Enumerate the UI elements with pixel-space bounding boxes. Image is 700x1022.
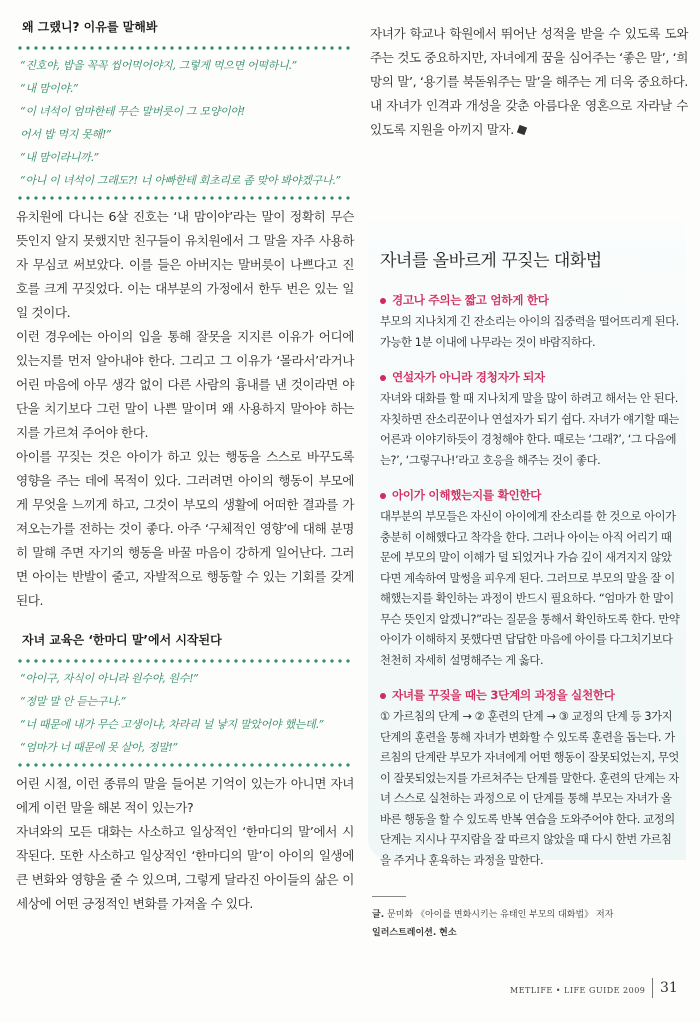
quote-block-2 — [20, 670, 354, 755]
quote-line: “아이구, 자식이 아니라 원수야, 원수!” — [20, 672, 199, 685]
quote-line: “엄마가 너 때문에 못 살아, 정말!” — [20, 741, 178, 754]
quote-line: “너 때문에 내가 무슨 고생이냐, 차라리 널 낳지 말았어야 했는데.” — [20, 718, 324, 731]
dotted-divider — [16, 195, 354, 201]
bullet-icon — [380, 493, 386, 499]
quote-line: “이 녀석이 엄마한테 무슨 말버릇이 그 모양이야! — [20, 105, 245, 118]
page-number: 31 — [660, 980, 678, 996]
section2-body — [16, 772, 354, 916]
paragraph: 아이를 꾸짖는 것은 아이가 하고 있는 행동을 스스로 바꾸도록 영향을 주는 데에 목적이 있다. 그러려면 아이의 행동이 부모에게 무엇을 느끼게 하고, 그것이 부모의 생활에 어떠한 결과를 가져오는가를 전하는 것이 좋다. 아주 ‘구체적인 영향’에 대해 분명히 말해 주면 자기의 행동을 바꿀 마음이 강하게 일어난다. 그러면 아이는 반발이 줄고, 자발적으로 행동할 수 있는 기회를 갖게 된다. — [16, 449, 354, 608]
tip-item — [380, 369, 680, 471]
tip-item — [380, 687, 680, 871]
tip-item — [380, 292, 680, 353]
quote-line: “아니 이 녀석이 그래도?! 너 아빠한테 회초리로 좀 맞아 봐야겠구나.” — [20, 174, 341, 187]
tips-list — [380, 292, 680, 887]
tip-title: 자녀를 꾸짖을 때는 3단계의 과정을 실천한다 — [392, 688, 615, 702]
dotted-divider — [16, 45, 354, 51]
quote-line: 어서 밥 먹지 못해!” — [20, 128, 112, 141]
paragraph: 자녀와의 모든 대화는 사소하고 일상적인 ‘한마디의 말’에서 시작된다. 또한 사소하고 일상적인 ‘한마디의 말’이 아이의 일생에 큰 변화와 영향을 줄 수 있으며, 그렇게 달라진 아이들의 삶은 이 세상에 어떤 긍정적인 변화를 가져올 수 있다. — [16, 824, 354, 911]
magazine-footer: METLIFE • LIFE GUIDE 2009 — [510, 986, 646, 995]
paragraph: 이런 경우에는 아이의 입을 통해 잘못을 지지른 이유가 어디에 있는지를 먼저 알아내야 한다. 그리고 그 이유가 ‘몰라서’라거나 어린 마음에 아무 생각 없이 다른 사람의 흉내를 낸 것이라면 야단을 치기보다 그런 말이 나쁜 말이며 왜 사용하지 말아야 하는지를 가르쳐 주어야 한다. — [16, 329, 354, 440]
tip-title: 경고나 주의는 짧고 엄하게 한다 — [392, 293, 549, 307]
section-heading-one-word: 자녀 교육은 ‘한마디 말’에서 시작된다 — [22, 633, 222, 647]
quote-line: “진호야, 밥을 꼭꼭 씹어먹어야지, 그렇게 먹으면 어떡하니.” — [20, 59, 297, 72]
section-heading-why: 왜 그랬니? 이유를 말해봐 — [22, 20, 158, 34]
left-column — [16, 18, 354, 916]
tip-title: 아이가 이해했는지를 확인한다 — [392, 488, 542, 502]
bullet-icon — [380, 298, 386, 304]
intro-paragraph: 자녀가 학교나 학원에서 뛰어난 성적을 받을 수 있도록 도와주는 것도 중요하지만, 자녀에게 꿈을 심어주는 ‘좋은 말’, ‘희망의 말’, ‘용기를 북돋워주는 말’을 해주는 게 더욱 중요하다. 내 자녀가 인격과 개성을 갖춘 아름다운 영혼으로 자라날 수 있도록 지원을 아끼지 말자. — [370, 26, 688, 137]
paragraph: 유치원에 다니는 6살 진호는 ‘내 맘이야’라는 말이 정확히 무슨 뜻인지 알지 못했지만 친구들이 유치원에서 그 말을 자주 사용하자 무심코 써보았다. 이를 들은 아버지는 말버릇이 나쁘다고 진호를 크게 꾸짖었다. 이는 대부분의 가정에서 한두 번은 있는 일일 것이다. — [16, 209, 354, 320]
dotted-divider — [16, 762, 354, 768]
bullet-icon — [380, 693, 386, 699]
quote-line: “내 맘이야.” — [20, 82, 79, 95]
quote-line: “내 맘이라니까.” — [20, 151, 99, 164]
page-divider — [652, 978, 653, 998]
section1-body — [16, 205, 354, 613]
quote-block-1 — [20, 57, 354, 188]
bullet-icon — [380, 375, 386, 381]
section2 — [16, 631, 354, 916]
tip-body: 대부분의 부모들은 자신이 아이에게 잔소리를 한 것으로 아이가 충분히 이해했다고 착각을 한다. 그러나 아이는 아직 어리기 때문에 부모의 말이 이해가 덜 되었거나 가슴 깊이 새겨지지 않았다면 계속하여 말썽을 피우게 된다. 그러므로 부모의 말을 잘 이해했는지를 확인하는 과정이 반드시 필요하다. “엄마가 한 말이 무슨 뜻인지 알겠니?”라는 질문을 통해서 확인하도록 한다. 만약 아이가 이해하지 못했다면 답답한 마음에 아이를 다그치기보다 천천히 자세히 설명해주는 게 옳다. — [380, 510, 680, 667]
paragraph: 어린 시절, 이런 종류의 말을 들어본 기억이 있는가 아니면 자녀에게 이런 말을 해본 적이 있는가? — [16, 776, 354, 815]
tip-title: 연설자가 아니라 경청자가 되자 — [392, 370, 545, 384]
writer-credit: 글. 문미화 《아이를 변화시키는 유태인 부모의 대화법》 저자 — [372, 910, 614, 920]
panel-title: 자녀를 올바르게 꾸짖는 대화법 — [380, 251, 602, 271]
tip-item — [380, 487, 680, 671]
credit-block — [372, 906, 682, 942]
credit-rule — [372, 896, 406, 897]
right-column-intro — [370, 18, 688, 142]
end-mark-icon — [517, 125, 527, 135]
dotted-divider — [16, 658, 354, 664]
quote-line: “정말 말 안 듣는구나.” — [20, 695, 127, 708]
tip-body: 부모의 지나치게 긴 잔소리는 아이의 집중력을 떨어뜨리게 된다. 가능한 1분 이내에 나무라는 것이 바람직하다. — [380, 315, 679, 349]
tip-body: 자녀와 대화를 할 때 지나치게 말을 많이 하려고 해서는 안 된다. 자칫하면 잔소리꾼이나 연설자가 되기 쉽다. 자녀가 얘기할 때는 어른과 이야기하듯이 경청해야 한다. 때로는 ‘그래?’, ‘그 다음에는?’, ‘그렇구나!’라고 호응을 해주는 것이 좋다. — [380, 392, 679, 467]
illustrator-credit: 일러스트레이션. 현소 — [372, 928, 457, 938]
tip-body: ① 가르침의 단계 → ② 훈련의 단계 → ③ 교정의 단계 등 3가지 단계의 훈련을 통해 자녀가 변화할 수 있도록 훈련을 돕는다. 가르침의 단계란 부모가 자녀에게 어떤 행동이 잘못되었는지, 무엇이 잘못되었는지를 가르쳐주는 단계를 말한다. 훈련의 단계는 자녀 스스로 실천하는 과정으로 이 단계를 통해 부모는 자녀가 올바른 행동을 할 수 있도록 반복 연습을 도와주어야 한다. 교정의 단계는 지시나 꾸지람을 잘 따르지 않았을 때 다시 한번 가르침을 주거나 훈육하는 과정을 말한다. — [380, 710, 679, 867]
